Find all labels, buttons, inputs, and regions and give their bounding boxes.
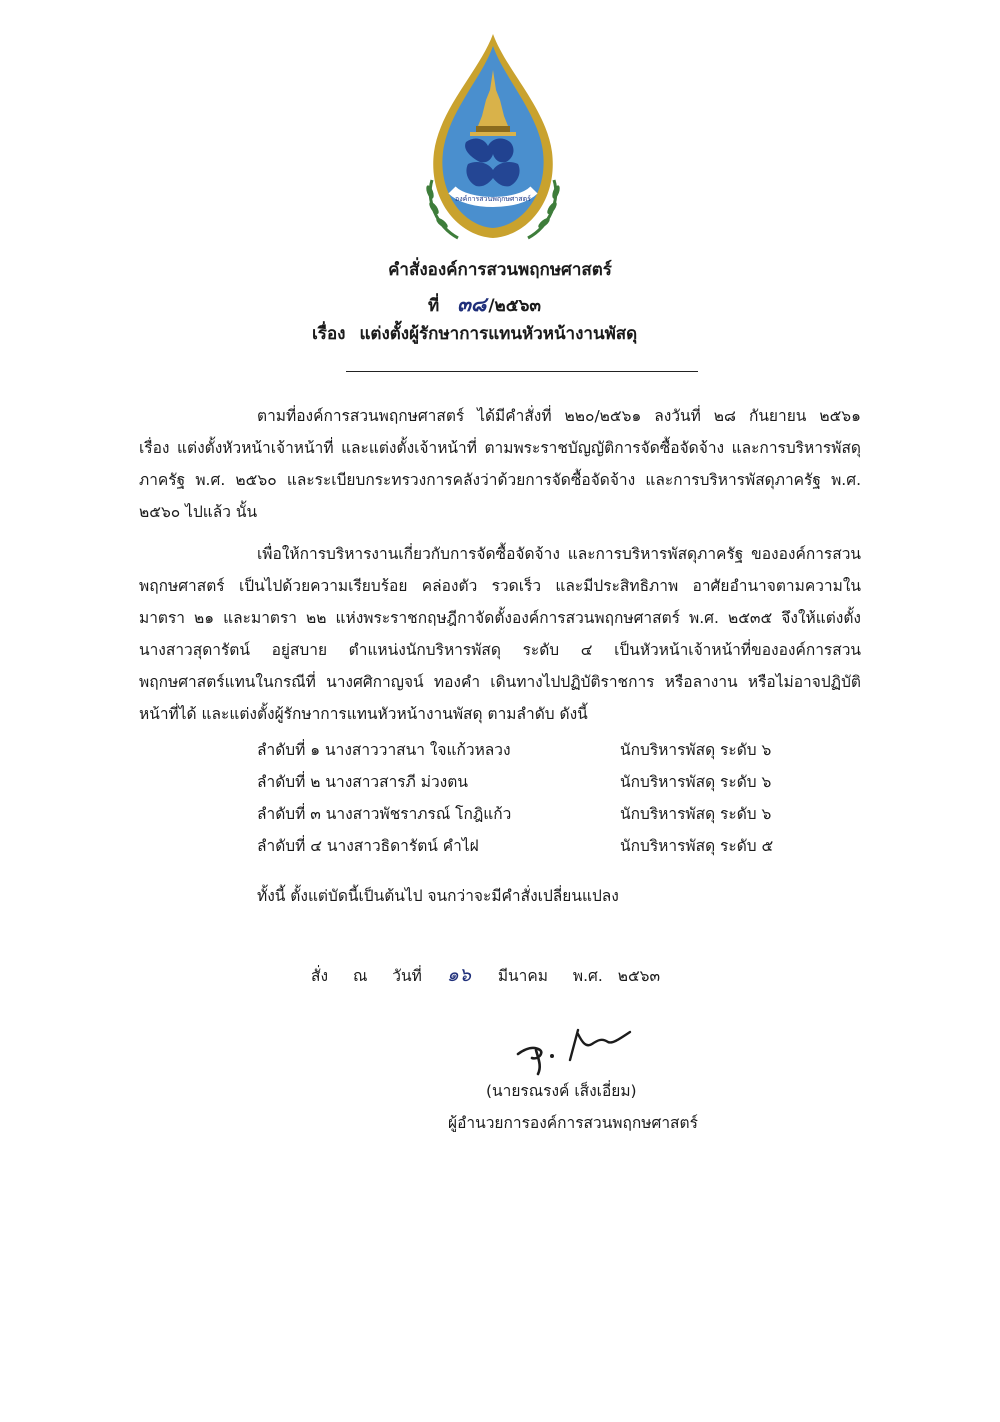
appointee-list: [257, 734, 817, 862]
date-era: พ.ศ.: [572, 967, 603, 985]
paragraph-line: เรื่อง แต่งตั้งหัวหน้าเจ้าหน้าที่ และแต่งตั้งเจ้าหน้าที่ ตามพระราชบัญญัติการจัดซื้อจัดจ้าง และการบริหารพัสดุ: [139, 439, 861, 457]
paragraph-line: ตามที่องค์การสวนพฤกษศาสตร์ ได้มีคำสั่งที่ ๒๒๐/๒๕๖๑ ลงวันที่ ๒๘ กันยายน ๒๕๖๑: [257, 407, 861, 425]
order-number-line: [428, 288, 541, 320]
order-title: คำสั่งองค์การสวนพฤกษศาสตร์: [388, 260, 612, 280]
appointee-name: ลำดับที่ ๑ นางสาววาสนา ใจแก้วหลวง: [257, 741, 511, 759]
date-month: มีนาคม: [497, 967, 548, 985]
paragraph-line: หน้าที่ได้ และแต่งตั้งผู้รักษาการแทนหัวหน้างานพัสดุ ตามลำดับ ดังนี้: [139, 705, 588, 723]
appointee-position: นักบริหารพัสดุ ระดับ ๕: [620, 837, 774, 855]
order-date: [311, 960, 680, 990]
date-year: ๒๕๖๓: [617, 967, 661, 985]
emblem-lettering: องค์การสวนพฤกษศาสตร์: [455, 195, 531, 203]
date-day-label: วันที่: [392, 967, 422, 985]
closing-statement: ทั้งนี้ ตั้งแต่บัดนี้เป็นต้นไป จนกว่าจะมีคำสั่งเปลี่ยนแปลง: [257, 887, 619, 905]
paragraph-1: [139, 400, 861, 528]
appointee-name: ลำดับที่ ๔ นางสาวธิดารัตน์ คำไฝ: [257, 837, 479, 855]
header-divider: [346, 371, 698, 372]
appointee-name: ลำดับที่ ๒ นางสาวสารภี ม่วงตน: [257, 773, 468, 791]
paragraph-line: ๒๕๖๐ ไปแล้ว นั้น: [139, 503, 258, 521]
signer-name: (นายรณรงค์ เส็งเอี่ยม): [486, 1082, 637, 1100]
date-day-handwritten: ๑๖: [446, 964, 471, 986]
paragraph-line: พฤกษศาสตร์แทนในกรณีที่ นางศศิกาญจน์ ทองคำ เดินทางไปปฏิบัติราชการ หรือลางาน หรือไม่อาจปฏิบัติ: [139, 673, 861, 691]
paragraph-line: ภาครัฐ พ.ศ. ๒๕๖๐ และระเบียบกระทรวงการคลังว่าด้วยการจัดซื้อจัดจ้าง และการบริหารพัสดุภาครัฐ พ.ศ.: [139, 471, 861, 489]
order-prefix: ที่: [428, 296, 440, 316]
list-item: [257, 734, 817, 766]
handwritten-signature: [512, 1020, 642, 1076]
subject-line: [312, 320, 637, 347]
list-item: [257, 830, 817, 862]
signer-title: ผู้อำนวยการองค์การสวนพฤกษศาสตร์: [448, 1114, 698, 1132]
order-number-handwritten: ๓๘: [457, 292, 487, 316]
date-at-word: ณ: [352, 967, 368, 985]
paragraph-line: พฤกษศาสตร์ เป็นไปด้วยความเรียบร้อย คล่องตัว รวดเร็ว และมีประสิทธิภาพ อาศัยอำนาจตามความใน: [139, 577, 861, 595]
list-item: [257, 798, 817, 830]
appointee-position: นักบริหารพัสดุ ระดับ ๖: [620, 741, 772, 759]
order-year: /๒๕๖๓: [488, 296, 542, 316]
paragraph-line: มาตรา ๒๑ และมาตรา ๒๒ แห่งพระราชกฤษฎีกาจัดตั้งองค์การสวนพฤกษศาสตร์ พ.ศ. ๒๕๓๕ จึงให้แต่งตั้ง: [139, 609, 861, 627]
paragraph-2: [139, 538, 861, 730]
subject-text: แต่งตั้งผู้รักษาการแทนหัวหน้างานพัสดุ: [359, 324, 638, 344]
list-item: [257, 766, 817, 798]
organization-emblem-icon: [418, 30, 568, 252]
appointee-name: ลำดับที่ ๓ นางสาวพัชราภรณ์ โกฎิแก้ว: [257, 805, 512, 823]
paragraph-line: นางสาวสุดารัตน์ อยู่สบาย ตำแหน่งนักบริหารพัสดุ ระดับ ๔ เป็นหัวหน้าเจ้าหน้าที่ขององค์การสวน: [139, 641, 861, 659]
appointee-position: นักบริหารพัสดุ ระดับ ๖: [620, 805, 772, 823]
date-order-word: สั่ง: [311, 967, 329, 985]
subject-label: เรื่อง: [312, 324, 346, 344]
paragraph-line: เพื่อให้การบริหารงานเกี่ยวกับการจัดซื้อจัดจ้าง และการบริหารพัสดุภาครัฐ ขององค์การสวน: [257, 545, 861, 563]
appointee-position: นักบริหารพัสดุ ระดับ ๖: [620, 773, 772, 791]
